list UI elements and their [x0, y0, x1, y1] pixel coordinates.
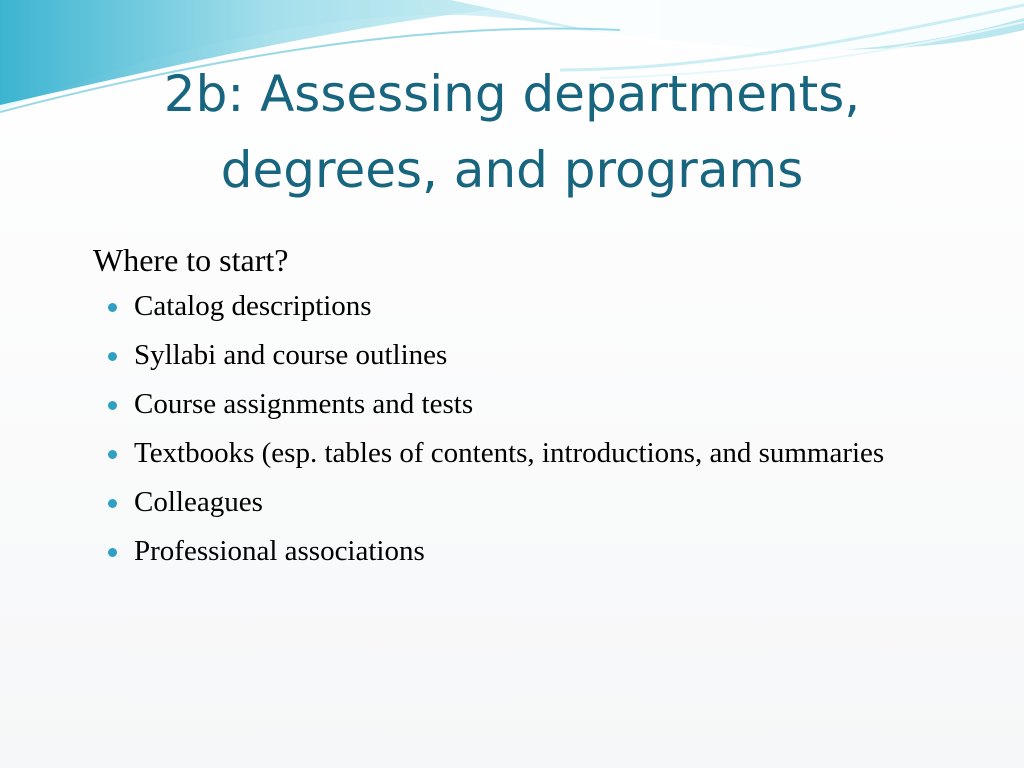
slide-body [93, 236, 943, 580]
bullet-item [93, 531, 943, 572]
slide-title [60, 56, 964, 208]
bullet-dot-icon [108, 499, 117, 508]
bullet-list [93, 286, 943, 572]
bullet-text: Colleagues [134, 486, 263, 518]
bullet-dot-icon [108, 401, 117, 410]
bullet-item [93, 335, 943, 376]
bullet-text: Catalog descriptions [134, 290, 372, 322]
bullet-dot-icon [108, 303, 117, 312]
bullet-text: Textbooks (esp. tables of contents, introductions, and summaries [134, 437, 885, 469]
bullet-dot-icon [108, 548, 117, 557]
lead-text: Where to start? [93, 242, 289, 278]
bullet-dot-icon [108, 352, 117, 361]
bullet-item [93, 433, 943, 474]
bullet-text: Syllabi and course outlines [134, 339, 448, 371]
bullet-item [93, 384, 943, 425]
bullet-item [93, 482, 943, 523]
bullet-text: Course assignments and tests [134, 388, 474, 420]
bullet-dot-icon [108, 450, 117, 459]
bullet-text: Professional associations [134, 535, 425, 567]
bullet-item [93, 286, 943, 327]
slide-title-line-1: 2b: Assessing departments, [163, 65, 861, 123]
slide-title-line-2: degrees, and programs [220, 141, 804, 199]
